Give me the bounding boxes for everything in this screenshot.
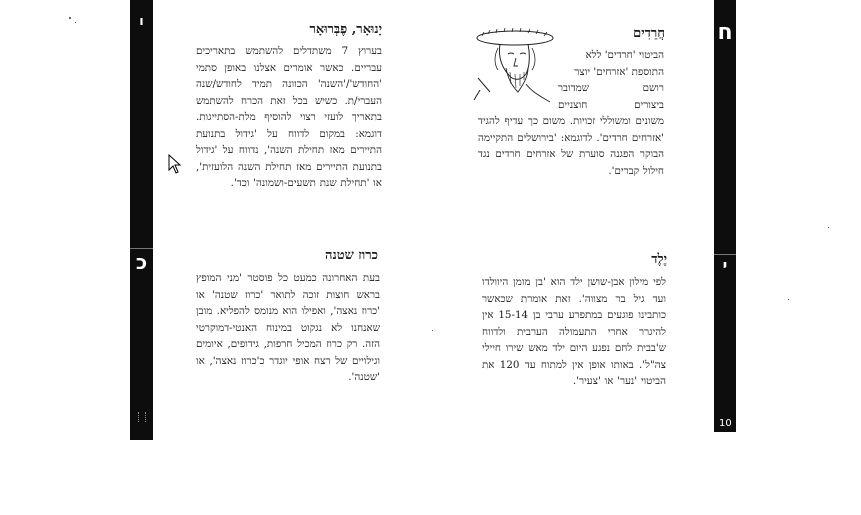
section-title-january-february: יָנוּאָר, פֶבְּרוּאָר <box>309 22 382 37</box>
scan-speck <box>788 299 789 300</box>
left-bar-letter-top: ו <box>139 14 144 29</box>
left-bar-divider <box>130 248 153 249</box>
left-bar-letter-mid: כ <box>135 250 148 274</box>
paragraph-haredim-rest: משונים ומשוללי זכויות. משום כך עדיף להגיד 'אזרחים חרדים'. לדוגמא: 'בירושלים התקיימה הבוקר הפגנה סוערת של אזרחים חרדים נגד חילול קברים'. <box>478 115 664 177</box>
orthodox-man-sketch <box>470 22 560 104</box>
haredim-line-2: התוספת 'אזרחים' יוצר <box>574 65 664 78</box>
scan-speck <box>69 17 71 19</box>
right-page-edge-bar <box>714 0 736 432</box>
right-bar-divider <box>714 254 736 255</box>
paragraph-january-february: בערוץ 7 משתדלים להשתמש בתאריכים עבריים. כאשר אומרים אצלנו באופן סתמי 'החודש'/'השנה' הכוונה תמיד לחודש/שנה העברי/ת. כשיש בכל זאת הכרח להשתמש בתאריך לועזי רצוי להוסיף מלת-הסתייגות. דוגמא: במקום לדווח על 'גידול בתנועת התיירים מאז תחילת השנה', נדווח על 'גידול בתנועת התיירים מאז תחילת השנה הלועזית', או 'תחילת שנת תשעים-ושמונה' וכד'. <box>196 45 382 189</box>
haredim-line-3: רושם שמדובר <box>558 82 664 94</box>
page-number: 10 <box>719 418 732 429</box>
right-bar-letter-mid: י <box>722 256 728 275</box>
section-title-hate-poster: כרוז שטנה <box>325 248 378 263</box>
paragraph-hate-poster: בעת האחרונה כמעט כל פוסטר 'מני המופץ בראש חוצות זוכה לתואר 'כרוז שטנה' או 'כרוז נאצה', ואפילו הוא מנומס להפליא. מובן שאנחנו לא נגקוט במינוח האנטי-דמוקרטי הזה. רק כרוז המכיל חרפות, גידופים, איומים וגילויים של רצח אופי יוגדר כ'כרוז נאצה', או 'שטנה'. <box>196 272 380 383</box>
right-bar-letter-top: ח <box>717 20 733 45</box>
section-title-haredim: חֲרֵדִים <box>633 26 665 41</box>
left-bar-mark <box>138 412 146 422</box>
paragraph-child: לפי מילון אבן-שושן ילד הוא 'בן מומן היוולדו ועד גיל בר מצווה'. זאת אומרת שכאשר כותבינו פוגעים במתפרע ערבי בן 15-14 אין להיגרר אחרי התעמולה הערבית ולדווח ש'בבית לחם נפגע היום ילד מאש שירו חיילי צה"ל'. באותו אופן אין למתוח עד 120 את הביטוי 'נער' או 'צעיר'. <box>482 276 666 387</box>
scan-speck <box>432 330 433 331</box>
haredim-line-4: ביצורים חוצניים <box>558 98 664 111</box>
scan-speck <box>75 22 76 23</box>
mouse-pointer-icon <box>168 154 182 174</box>
haredim-line-1: הביטוי 'חרדים' ללא <box>585 49 664 61</box>
left-page-edge-bar <box>130 0 153 440</box>
scan-speck <box>828 227 829 228</box>
paragraph-haredim-narrow <box>558 47 664 113</box>
section-title-child: יֶלֶד <box>651 252 667 267</box>
